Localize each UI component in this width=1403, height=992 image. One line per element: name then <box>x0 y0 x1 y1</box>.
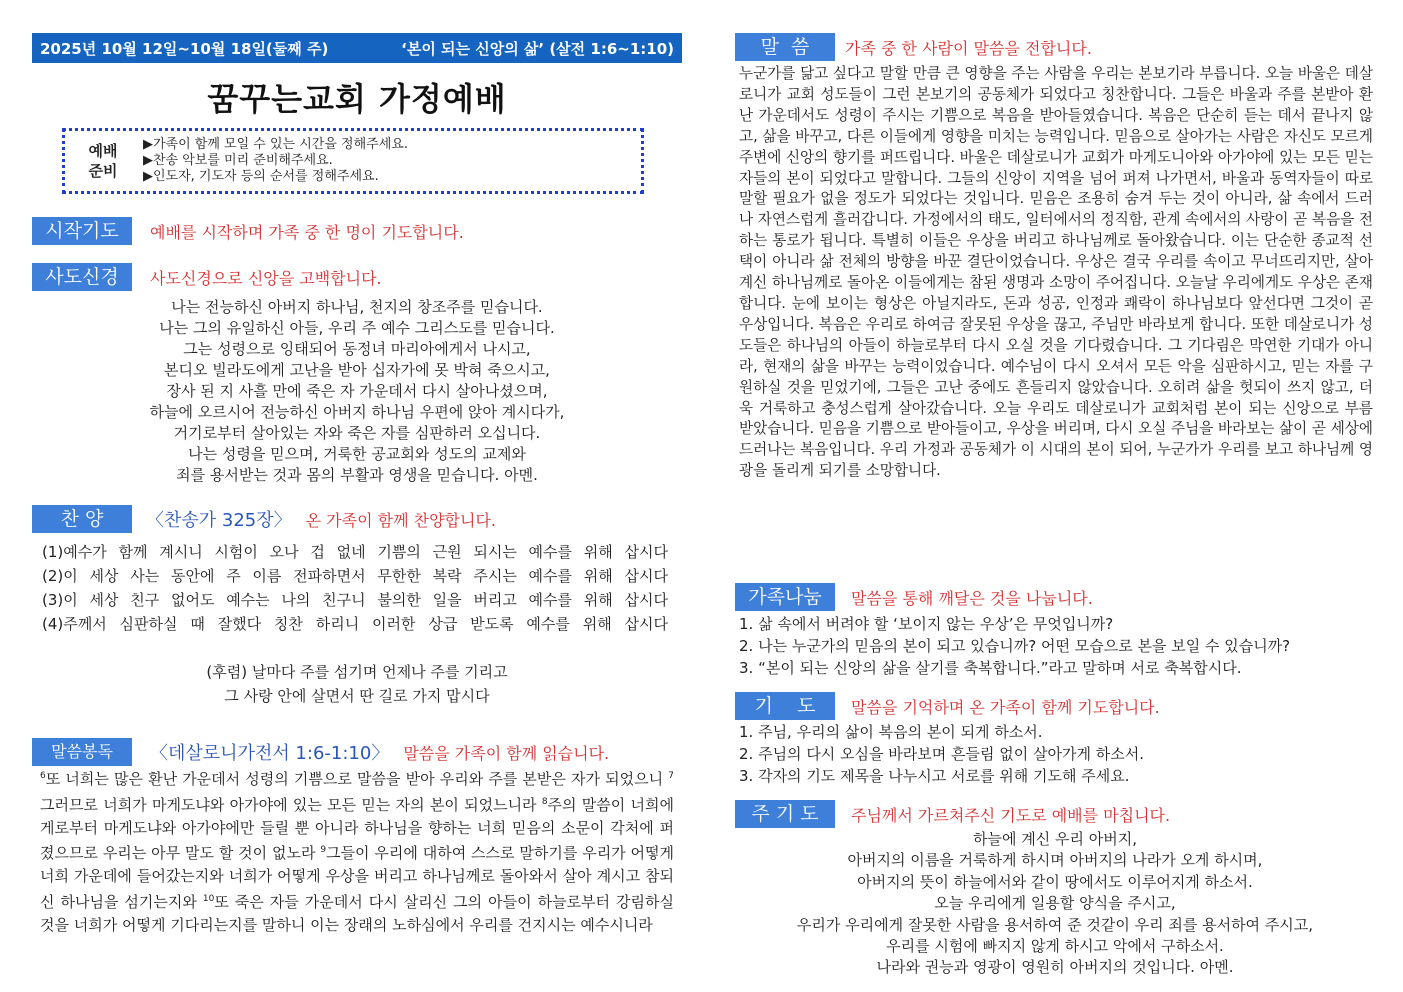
sermon-text: 누군가를 닮고 싶다고 말할 만큼 큰 영향을 주는 사람을 우리는 본보기라 부릅니다. 오늘 바울은 데살로니가 교회 성도들이 그런 본보기의 공동체가 되었다고 칭찬합니다. 그들은 바울과 주를 본받아 환난 가운데서도 성령이 주시는 기쁨으로 복음을 받아들였습니다. 복음은 단순히 듣는 데서 끝나지 않고, 삶을 바꾸고, 다른 이들에게 영향을 미치는 능력입니다. 믿음으로 살아가는 사람은 자신도 모르게 주변에 신앙의 향기를 퍼뜨립니다. 바울은 데살로니가 교회가 마게도니아와 아가야에 있는 모든 믿는 자들의 본이 되었다고 말합니다. 그들의 신앙이 지역을 넘어 퍼져 나가면서, 바울과 동역자들이 따로 말할 필요가 없을 정도가 되었다는 것입니다. 믿음은 조용히 숨겨 두는 것이 아니라, 삶 속에서 드러나 자연스럽게 흘러갑니다. 가정에서의 태도, 일터에서의 정직함, 관계 속에서의 사랑이 곧 복음을 전하는 통로가 됩니다. 특별히 이들은 우상을 버리고 하나님께로 돌아왔습니다. 이는 단순한 종교적 선택이 아니라 삶 전체의 방향을 바꾼 결단이었습니다. 우상은 결국 우리를 속이고 무너뜨리지만, 살아 계신 하나님께로 돌아온 이들에게는 참된 생명과 소망이 주어집니다. 오늘날 우리에게도 우상은 존재합니다. 눈에 보이는 형상은 아닐지라도, 돈과 성공, 인정과 쾌락이 하나님보다 앞선다면 그것이 곧 우상입니다. 복음은 우리로 하여금 잘못된 우상을 끊고, 주님만 바라보게 합니다. 또한 데살로니가 성도들은 하나님의 아들이 하늘로부터 다시 오실 것을 기다렸습니다. 그 기다림은 막연한 기대가 아니라, 현재의 삶을 바꾸는 능력이었습니다. 예수님이 다시 오셔서 모든 악을 심판하시고, 믿는 자를 구원하실 것을 믿었기에, 그들은 고난 중에도 흔들리지 않았습니다. 오히려 삶을 헛되이 쓰지 않고, 더욱 거룩하고 충성스럽게 살아갔습니다. 오늘 우리도 데살로니가 교회처럼 본이 되는 신앙으로 부름 받았습니다. 믿음을 기쁨으로 받아들이고, 우상을 버리며, 다시 오실 주님을 바라보는 삶이 곧 세상에 드러나는 복음입니다. 우리 가정과 공동체가 이 시대의 본이 되어, 누군가가 우리를 보고 하나님께 영광을 돌리게 되기를 소망합니다. <box>739 65 1373 480</box>
lords-prayer-line: 나라와 권능과 영광이 영원히 아버지의 것입니다. 아멘. <box>876 958 1234 977</box>
hymn-verses <box>42 540 668 636</box>
prep-item: ▶인도자, 기도자 등의 순서를 정해주세요. <box>143 169 379 184</box>
header-bar <box>32 33 682 63</box>
section-prayer <box>735 692 1160 720</box>
hymn-ref: 〈찬송가 325장〉 <box>146 510 292 531</box>
lords-prayer-line: 하늘에 계신 우리 아버지, <box>973 830 1137 848</box>
section-note: 말씀을 통해 깨달은 것을 나눕니다. <box>851 588 1093 608</box>
hymn-verse: (1)예수가 함께 계시니 시험이 오나 겁 없네 기쁨의 근원 되시는 예수를 위해 삽시다 <box>42 543 668 561</box>
creed-line: 그는 성령으로 잉태되어 동정녀 마리아에게서 나시고, <box>183 340 531 358</box>
section-lords-prayer <box>735 800 1170 828</box>
section-note: 예배를 시작하며 가족 중 한 명이 기도합니다. <box>150 222 464 242</box>
creed-line: 나는 전능하신 아버지 하나님, 천지의 창조주를 믿습니다. <box>171 298 543 316</box>
prep-label <box>83 141 123 181</box>
verse-text: 또 죽은 자들 가운데서 다시 살리신 그의 아들이 하늘로부터 강림하실 것을 너희가 어떻게 기다리는지를 말하니 이는 장래의 노하심에서 우리를 건지시는 예수시니라 <box>40 892 674 934</box>
section-opening-prayer <box>32 217 464 245</box>
section-badge: 주 기 도 <box>735 800 835 828</box>
verse-text: 그들이 우리에 대하여 스스로 말하기를 우리가 어떻게 너희 가운데에 들어갔는지와 너희가 어떻게 우상을 버리고 하나님께로 돌아와서 살아 계시고 참되신 하나님을 섬기는지와 <box>40 844 675 911</box>
lords-prayer-line: 우리를 시험에 빠지지 않게 하시고 악에서 구하소서. <box>886 937 1224 956</box>
refrain-line: 그 사랑 안에 살면서 딴 길로 가지 맙시다 <box>224 687 490 705</box>
section-badge: 말씀봉독 <box>32 738 132 766</box>
verse-number: 10 <box>202 893 215 904</box>
section-badge: 가족나눔 <box>735 583 835 611</box>
section-badge: 찬 양 <box>32 505 132 533</box>
scripture-ref: 〈데살로니가전서 1:6-1:10〉 <box>150 743 390 764</box>
verse-number: 7 <box>668 771 674 781</box>
sharing-item: 3. “본이 되는 신앙의 삶을 살기를 축복합니다.”라고 말하며 서로 축복합시다. <box>739 659 1242 677</box>
prayer-item: 3. 각자의 기도 제목을 나누시고 서로를 위해 기도해 주세요. <box>739 767 1130 785</box>
hymn-verse: (2)이 세상 사는 동안에 주 이름 전파하면서 무한한 복락 주시는 예수를 위해 삽시다 <box>42 567 668 585</box>
section-praise <box>32 505 496 533</box>
section-note: 사도신경으로 신앙을 고백합니다. <box>150 268 382 288</box>
prayer-list <box>739 721 1144 787</box>
page-title: 꿈꾸는교회 가정예배 <box>207 80 507 118</box>
creed-line: 장사 된 지 사흘 만에 죽은 자 가운데서 다시 살아나셨으며, <box>166 382 548 400</box>
prep-item: ▶가족이 함께 모일 수 있는 시간을 정해주세요. <box>143 137 408 152</box>
hymn-refrain <box>32 660 682 708</box>
prep-items <box>143 137 408 185</box>
verse-text: 주의 말씀이 너희에게로부터 마게도냐와 아가야에만 들릴 뿐 아니라 하나님을 향하는 너희 믿음의 소문이 각처에 퍼졌으므로 우리는 아무 말도 할 것이 없노라 <box>40 795 674 863</box>
verse-text: 그러므로 너희가 마게도냐와 아가야에 있는 모든 믿는 자의 본이 되었느니라 <box>40 795 542 814</box>
creed-line: 본디오 빌라도에게 고난을 받아 십자가에 못 박혀 죽으시고, <box>164 361 550 379</box>
lords-prayer-line: 오늘 우리에게 일용할 양식을 주시고, <box>934 894 1176 913</box>
section-creed <box>32 263 382 291</box>
sharing-item: 2. 나는 누군가의 믿음의 본이 되고 있습니까? 어떤 모습으로 본을 보일 수 있습니까? <box>739 637 1291 655</box>
hymn-verse: (4)주께서 심판하실 때 잘했다 칭찬 하리니 이러한 상급 받도록 예수를 위해 삽시다 <box>42 615 668 633</box>
creed-line: 나는 성령을 믿으며, 거룩한 공교회와 성도의 교제와 <box>188 445 526 463</box>
section-note: 가족 중 한 사람이 말씀을 전합니다. <box>845 38 1092 58</box>
verse-number: 8 <box>541 796 548 807</box>
hymn-verse: (3)이 세상 친구 없어도 예수는 나의 친구니 불의한 일을 버리고 예수를 위해 삽시다 <box>42 591 668 609</box>
worship-prep-box <box>62 128 644 194</box>
lords-prayer-line: 아버지의 이름을 거룩하게 하시며 아버지의 나라가 오게 하시며, <box>847 851 1263 870</box>
verse-number: 9 <box>320 845 327 856</box>
header-theme: ‘본이 되는 신앙의 삶’ (살전 1:6~1:10) <box>401 39 674 58</box>
creed-line: 하늘에 오르시어 전능하신 아버지 하나님 우편에 앉아 계시다가, <box>149 403 565 421</box>
section-note: 온 가족이 함께 찬양합니다. <box>305 510 497 530</box>
section-note: 주님께서 가르쳐주신 기도로 예배를 마칩니다. <box>851 805 1171 825</box>
verse-text: 또 너희는 많은 환난 가운데서 성령의 기쁨으로 말씀을 받아 우리와 주를 본받은 자가 되었으니 <box>45 770 669 788</box>
lords-prayer-text <box>735 829 1375 979</box>
sharing-item: 1. 삶 속에서 버려야 할 ‘보이지 않는 우상’은 무엇입니까? <box>739 615 1114 633</box>
section-sermon <box>735 33 1092 61</box>
section-badge: 말 씀 <box>735 33 835 61</box>
section-sharing <box>735 583 1093 611</box>
lords-prayer-line: 우리가 우리에게 잘못한 사람을 용서하여 준 것같이 우리 죄를 용서하여 주시고, <box>796 915 1314 934</box>
creed-line: 죄를 용서받는 것과 몸의 부활과 영생을 믿습니다. 아멘. <box>176 466 538 484</box>
prayer-item: 2. 주님의 다시 오심을 바라보며 흔들림 없이 살아가게 하소서. <box>739 745 1144 763</box>
prayer-item: 1. 주님, 우리의 삶이 복음의 본이 되게 하소서. <box>739 723 1043 741</box>
prep-label-line: 준비 <box>88 162 118 180</box>
scripture-text <box>40 765 674 937</box>
section-note: 말씀을 가족이 함께 읽습니다. <box>403 743 610 763</box>
verse-number: 6 <box>40 771 46 781</box>
creed-line: 거기로부터 살아있는 자와 죽은 자를 심판하러 오십니다. <box>173 424 541 442</box>
section-badge: 기 도 <box>735 692 835 720</box>
section-reading <box>32 738 609 766</box>
creed-line: 나는 그의 유일하신 아들, 우리 주 예수 그리스도를 믿습니다. <box>159 319 555 337</box>
refrain-line: (후렴) 날마다 주를 섬기며 언제나 주를 기리고 <box>206 663 508 681</box>
header-date: 2025년 10월 12일~10월 18일(둘째 주) <box>40 39 329 58</box>
lords-prayer-line: 아버지의 뜻이 하늘에서와 같이 땅에서도 이루어지게 하소서. <box>857 872 1253 891</box>
sharing-list <box>739 613 1290 679</box>
prep-item: ▶찬송 악보를 미리 준비해주세요. <box>143 153 333 168</box>
prep-label-line: 예배 <box>88 142 118 160</box>
section-badge: 시작기도 <box>32 217 132 245</box>
section-badge: 사도신경 <box>32 263 132 291</box>
section-note: 말씀을 기억하며 온 가족이 함께 기도합니다. <box>851 697 1160 717</box>
creed-text <box>32 297 682 486</box>
